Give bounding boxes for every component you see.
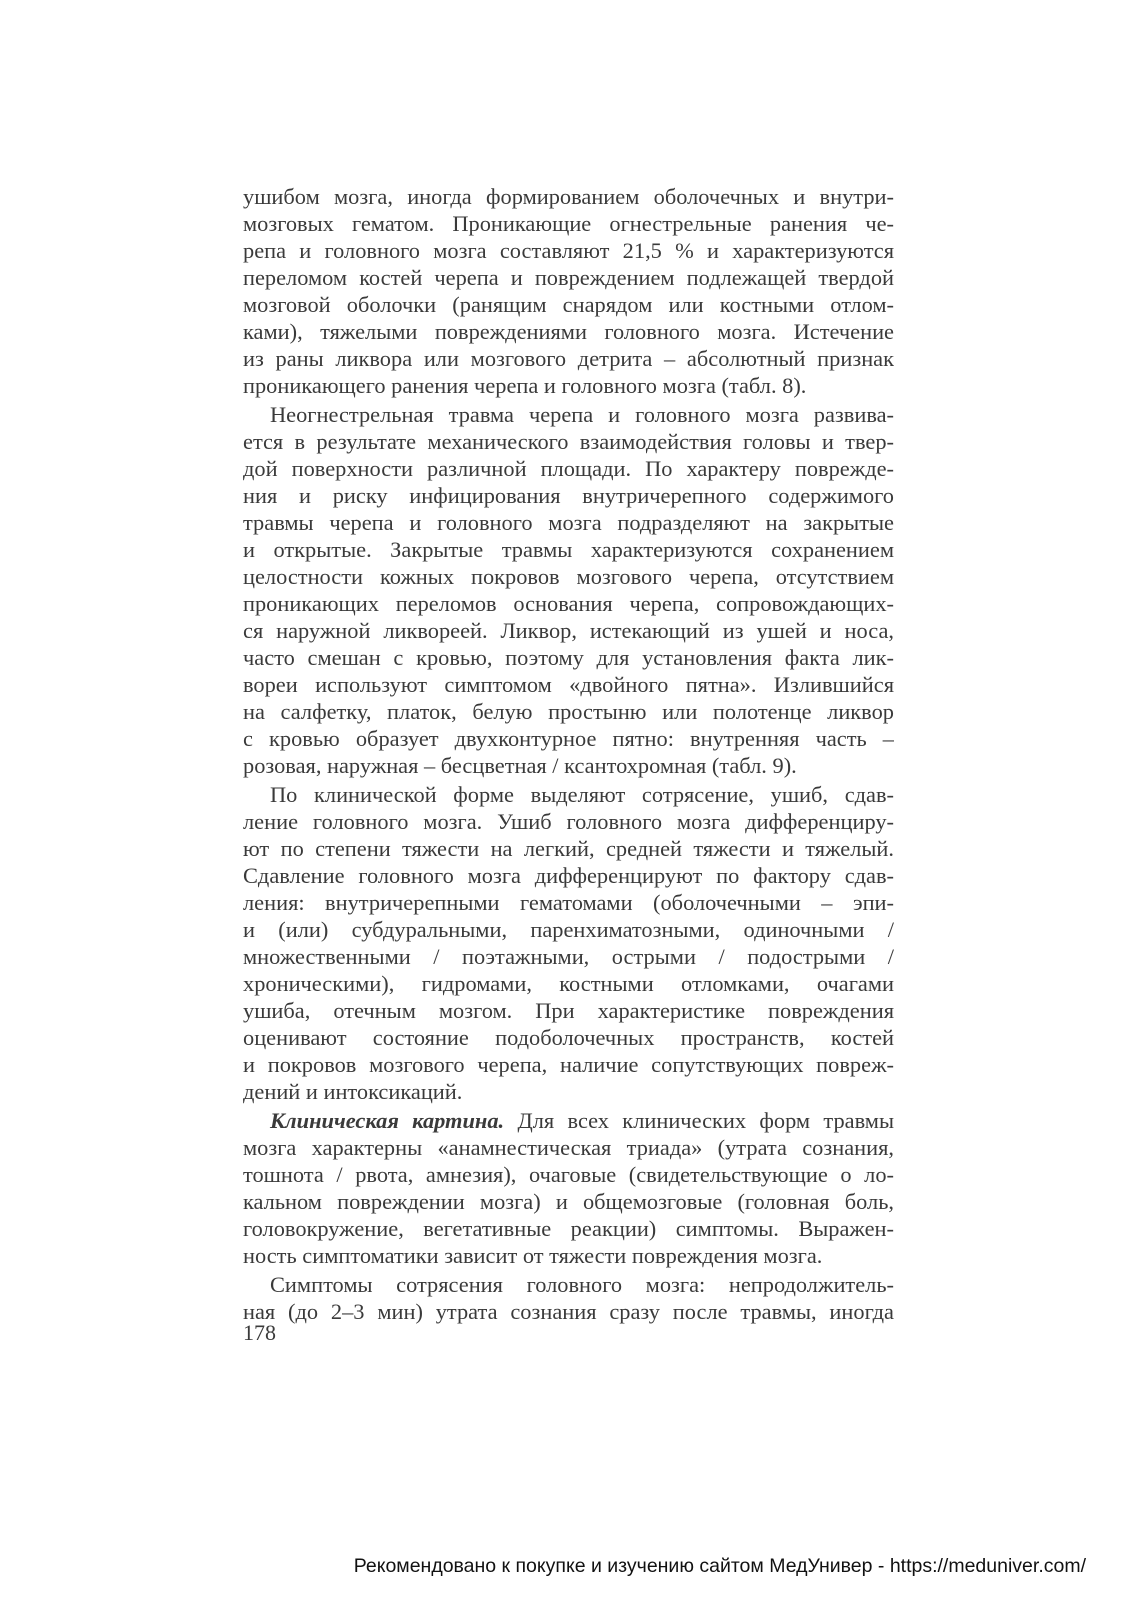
paragraph-3 (243, 781, 894, 1105)
text-line: По клинической форме выделяют сотрясение, ушиб, сдав- (270, 782, 894, 807)
text-line: из раны ликвора или мозгового детрита – абсолютный признак (243, 346, 894, 371)
text-line: мозговой оболочки (ранящим снарядом или костными отлом- (243, 292, 894, 317)
text-line: и покровов мозгового черепа, наличие сопутствующих повреж- (243, 1052, 894, 1077)
text-line: переломом костей черепа и повреждением подлежащей твердой (243, 265, 894, 290)
text-run: Для всех клинических форм травмы (504, 1108, 894, 1133)
text-line: розовая, наружная – бесцветная / ксантохромная (табл. 9). (243, 753, 797, 778)
text-line: и (или) субдуральными, паренхиматозными, одиночными / (243, 917, 894, 942)
text-line: с кровью образует двухконтурное пятно: внутренняя часть – (243, 726, 894, 751)
text-line: травмы черепа и головного мозга подразделяют на закрытые (243, 510, 894, 535)
text-line: мозговых гематом. Проникающие огнестрельные ранения че- (243, 211, 894, 236)
paragraph-5 (243, 1271, 894, 1325)
text-line: Симптомы сотрясения головного мозга: непродолжитель- (270, 1272, 894, 1297)
body-text (243, 183, 894, 1325)
text-line: проникающего ранения черепа и головного мозга (табл. 8). (243, 373, 807, 398)
text-line: дений и интоксикаций. (243, 1079, 463, 1104)
text-line: кальном повреждении мозга) и общемозговые (головная боль, (243, 1189, 894, 1214)
text-line: оценивают состояние подоболочечных пространств, костей (243, 1025, 894, 1050)
text-line: ками), тяжелыми повреждениями головного мозга. Истечение (243, 319, 894, 344)
text-line: на салфетку, платок, белую простыню или полотенце ликвор (243, 699, 894, 724)
text-line: хроническими), гидромами, костными отломками, очагами (243, 971, 894, 996)
footer-recommendation: Рекомендовано к покупке и изучению сайтом МедУнивер - https://meduniver.com/ (353, 1555, 1086, 1577)
text-line: ушиба, отечным мозгом. При характеристике повреждения (243, 998, 894, 1023)
text-line (243, 1107, 894, 1134)
text-line: репа и головного мозга составляют 21,5 % и характеризуются (243, 238, 894, 263)
paragraph-4 (243, 1107, 894, 1269)
text-line: и открытые. Закрытые травмы характеризуются сохранением (243, 537, 894, 562)
text-line: ная (до 2–3 мин) утрата сознания сразу после травмы, иногда (243, 1299, 894, 1324)
text-line: проникающих переломов основания черепа, сопровождающих- (243, 591, 894, 616)
section-term: Клиническая картина. (270, 1108, 505, 1133)
text-line: целостности кожных покровов мозгового черепа, отсутствием (243, 564, 894, 589)
text-line: ния и риску инфицирования внутричерепного содержимого (243, 483, 894, 508)
text-line: Сдавление головного мозга дифференцируют по фактору сдав- (243, 863, 894, 888)
text-line: мозга характерны «анамнестическая триада» (утрата сознания, (243, 1135, 894, 1160)
text-line: Неогнестрельная травма черепа и головного мозга развива- (270, 402, 894, 427)
paragraph-2 (243, 401, 894, 779)
text-line: множественными / поэтажными, острыми / подострыми / (243, 944, 894, 969)
text-line: дой поверхности различной площади. По характеру поврежде- (243, 456, 894, 481)
text-line: ность симптоматики зависит от тяжести повреждения мозга. (243, 1243, 823, 1268)
text-line: ют по степени тяжести на легкий, средней тяжести и тяжелый. (243, 836, 894, 861)
page-number: 178 (243, 1320, 276, 1345)
text-line: ся наружной ликвореей. Ликвор, истекающий из ушей и носа, (243, 618, 894, 643)
paragraph-1 (243, 183, 894, 399)
text-line: тошнота / рвота, амнезия), очаговые (свидетельствующие о ло- (243, 1162, 894, 1187)
text-line: головокружение, вегетативные реакции) симптомы. Выражен- (243, 1216, 894, 1241)
text-line: ется в результате механического взаимодействия головы и твер- (243, 429, 894, 454)
text-line: часто смешан с кровью, поэтому для установления факта лик- (243, 645, 894, 670)
text-line: ушибом мозга, иногда формированием оболочечных и внутри- (243, 184, 894, 209)
text-line: ление головного мозга. Ушиб головного мозга дифференциру- (243, 809, 894, 834)
text-line: вореи используют симптомом «двойного пятна». Излившийся (243, 672, 894, 697)
text-line: ления: внутричерепными гематомами (оболочечными – эпи- (243, 890, 894, 915)
